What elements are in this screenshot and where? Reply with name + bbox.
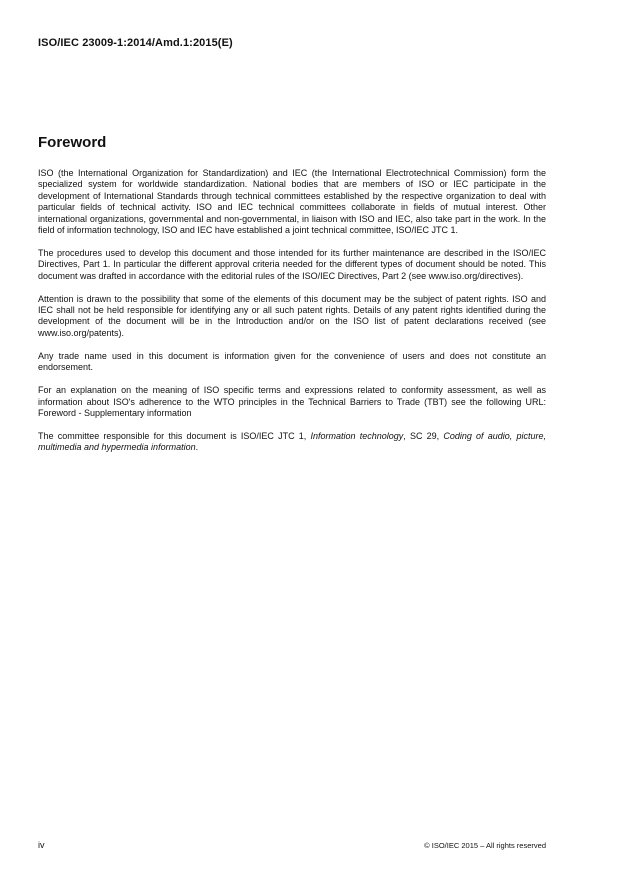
paragraph-organizations: ISO (the International Organization for Standardization) and IEC (the International Electrotechnical Commission) form the specialized system for worldwide standardization. National bodies that are members of ISO or IEC participate in the development of International Standards through technical committees established by the respective organization to deal with particular fields of technical activity. ISO and IEC technical committees collaborate in fields of mutual interest. Other international organizations, governmental and non-governmental, in liaison with ISO and IEC, also take part in the work. In the field of information technology, ISO and IEC have established a joint technical committee, ISO/IEC JTC 1. [38,168,546,236]
foreword-body [38,168,546,465]
committee-title-italic: Information technology [310,430,404,441]
paragraph-trade-name: Any trade name used in this document is information given for the convenience of users and does not constitute an endorsement. [38,350,546,373]
committee-text-2: , SC 29, [403,430,444,441]
committee-text-1: The committee responsible for this document is ISO/IEC JTC 1, [38,430,311,441]
subcommittee-title-italic: Coding of audio, picture, multimedia and hypermedia information [38,430,546,453]
paragraph-conformity: For an explanation on the meaning of ISO specific terms and expressions related to conformity assessment, as well as information about ISO's adherence to the WTO principles in the Technical Barriers to Trade (TBT) see the following URL: Foreword - Supplementary information [38,385,546,418]
page-number: iv [38,840,45,850]
paragraph-procedures: The procedures used to develop this document and those intended for its further maintenance are described in the ISO/IEC Directives, Part 1. In particular the different approval criteria needed for the different types of document should be noted. This document was drafted in accordance with the editorial rules of the ISO/IEC Directives, Part 2 (see www.iso.org/directives). [38,247,546,281]
section-title: Foreword [38,134,107,151]
committee-text-3: . [195,442,199,453]
paragraph-committee [38,431,546,454]
copyright-notice: © ISO/IEC 2015 – All rights reserved [424,841,546,850]
document-id-header: ISO/IEC 23009-1:2014/Amd.1:2015(E) [38,37,233,49]
paragraph-patents: Attention is drawn to the possibility that some of the elements of this document may be the subject of patent rights. ISO and IEC shall not be held responsible for identifying any or all such patent rights. Details of any patent rights identified during the development of the document will be in the Introduction and/or on the ISO list of patent declarations received (see www.iso.org/patents). [38,293,546,338]
